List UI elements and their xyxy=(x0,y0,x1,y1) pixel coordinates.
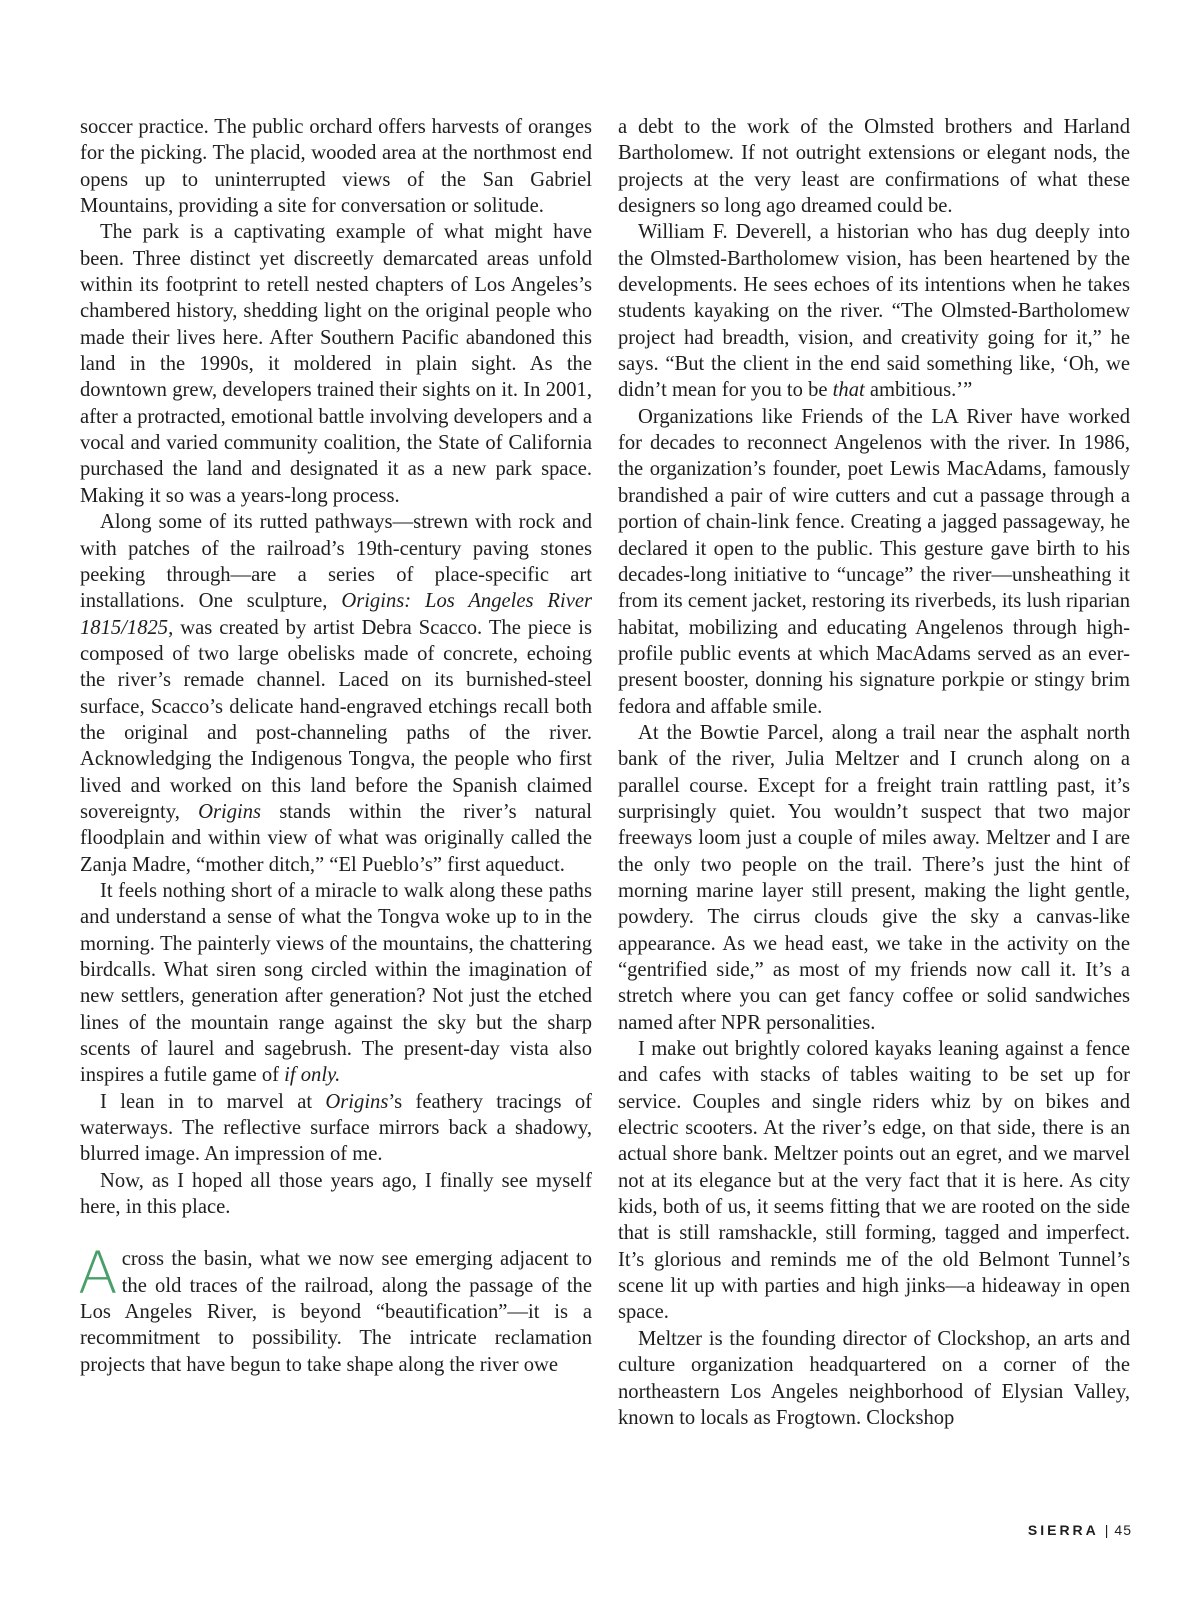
paragraph: William F. Deverell, a historian who has dug deeply into the Olmsted-Bartholomew vision, has been heartened by the developments. He sees echoes of its intentions when he takes students kayaking on the river. “The Olmsted-Bartholomew project had breadth, vision, and creativity going for it,” he says. “But the client in the end said something like, ‘Oh, we didn’t mean for you to be that ambitious.’” xyxy=(618,221,1130,402)
paragraph: a debt to the work of the Olmsted brothers and Harland Bartholomew. If not outright extensions or elegant nods, the projects at the very least are confirmations of what these designers so long ago dreamed could be. xyxy=(618,116,1130,218)
paragraph: It feels nothing short of a miracle to walk along these paths and understand a sense of what the Tongva woke up to in the morning. The painterly views of the mountains, the chattering birdcalls. What siren song circled within the imagination of new settlers, generation after generation? Not just the etched lines of the mountain range against the sky but the sharp scents of laurel and sagebrush. The present-day vista also inspires a futile game of if only. xyxy=(80,879,592,1087)
paragraph: I make out brightly colored kayaks leaning against a fence and cafes with stacks of tables waiting to be set up for service. Couples and single riders whiz by on bikes and electric scooters. At the river’s edge, on that side, there is an actual shore bank. Meltzer points out an egret, and we marvel not at its elegance but at the very fact that it is here. As city kids, both of us, it seems fitting that we are rooted on the side that is still ramshackle, still forming, tagged and imperfect. It’s glorious and reminds me of the old Belmont Tunnel’s scene lit up with parties and high jinks—a hideaway in open space. xyxy=(618,1038,1130,1324)
italic-phrase: if only. xyxy=(284,1064,341,1087)
footer-separator: | xyxy=(1104,1522,1109,1538)
paragraph: soccer practice. The public orchard offers harvests of oranges for the picking. The placid, wooded area at the northmost end opens up to uninterrupted views of the San Gabriel Mountains, providing a site for conversation or solitude. xyxy=(80,116,592,218)
paragraph: Meltzer is the founding director of Clockshop, an arts and culture organization headquartered on a corner of the northeastern Los Angeles neighborhood of Elysian Valley, known to locals as Frogtown. Clockshop xyxy=(618,1327,1130,1429)
paragraph: Now, as I hoped all those years ago, I finally see myself here, in this place. xyxy=(80,1169,592,1219)
paragraph: At the Bowtie Parcel, along a trail near the asphalt north bank of the river, Julia Meltzer and I crunch along on a parallel course. Except for a freight train rattling past, it’s surprisingly quiet. You wouldn’t suspect that two major freeways loom just a couple of miles away. Meltzer and I are the only two people on the trail. There’s just the hint of morning marine layer still present, making the light gentle, powdery. The cirrus clouds give the sky a canvas-like appearance. As we head east, we take in the activity on the “gentrified side,” as most of my friends now call it. It’s a stretch where you can get fancy coffee or solid sandwiches named after NPR personalities. xyxy=(618,721,1130,1034)
paragraph: The park is a captivating example of what might have been. Three distinct yet discreetly demarcated areas unfold within its footprint to retell nested chapters of Los Angeles’s chambered history, shedding light on the original people who made their lives here. After Southern Pacific abandoned this land in the 1990s, it moldered in plain sight. As the downtown grew, developers trained their sights on it. In 2001, after a protracted, emotional battle involving developers and a vocal and varied community coalition, the State of California purchased the land and designated it as a new park space. Making it so was a years-long process. xyxy=(80,221,592,507)
magazine-name: SIERRA xyxy=(1027,1522,1099,1538)
left-column xyxy=(80,114,592,1378)
italic-word: that xyxy=(832,379,865,402)
section-opening-paragraph: Across the basin, what we now see emerging adjacent to the old traces of the railroad, along the passage of the Los Angeles River, is beyond “beautification”—it is a recommitment to possibility. The intricate reclamation projects that have begun to take shape along the river owe xyxy=(78,1239,592,1376)
right-column xyxy=(618,114,1130,1431)
page-number: 45 xyxy=(1114,1522,1132,1538)
italic-title: Origins xyxy=(198,800,262,823)
italic-title: Origins: Los Angeles River 1815/1825, xyxy=(80,590,592,639)
paragraph: I lean in to marvel at Origins’s feathery tracings of waterways. The reflective surface mirrors back a shadowy, blurred image. An impression of me. xyxy=(80,1090,592,1166)
page-footer xyxy=(1028,1522,1132,1538)
paragraph: Along some of its rutted pathways—strewn with rock and with patches of the railroad’s 19th-century paving stones peeking through—are a series of place-specific art installations. One sculpture, Origins: Los Angeles River 1815/1825, was created by artist Debra Scacco. The piece is composed of two large obelisks made of concrete, echoing the river’s remade channel. Laced on its burnished-steel surface, Scacco’s delicate hand-engraved etchings recall both the original and post-channeling paths of the river. Acknowledging the Indigenous Tongva, the people who first lived and worked on this land before the Spanish claimed sovereignty, Origins stands within the river’s natural floodplain and within view of what was originally called the Zanja Madre, “mother ditch,” “El Pueblo’s” first aqueduct. xyxy=(80,511,592,876)
italic-title: Origins xyxy=(325,1090,389,1113)
drop-cap: A xyxy=(78,1239,118,1308)
paragraph: Organizations like Friends of the LA River have worked for decades to reconnect Angelenos with the river. In 1986, the organization’s founder, poet Lewis MacAdams, famously brandished a pair of wire cutters and cut a passage through a portion of chain-link fence. Creating a jagged passageway, he declared it open to the public. This gesture gave birth to his decades-long initiative to “uncage” the river—unsheathing it from its cement jacket, restoring its riverbeds, its lush riparian habitat, mobilizing and educating Angelenos through high-profile public events at which MacAdams served as an ever-present booster, donning his signature porkpie or stingy brim fedora and affable smile. xyxy=(618,405,1130,718)
